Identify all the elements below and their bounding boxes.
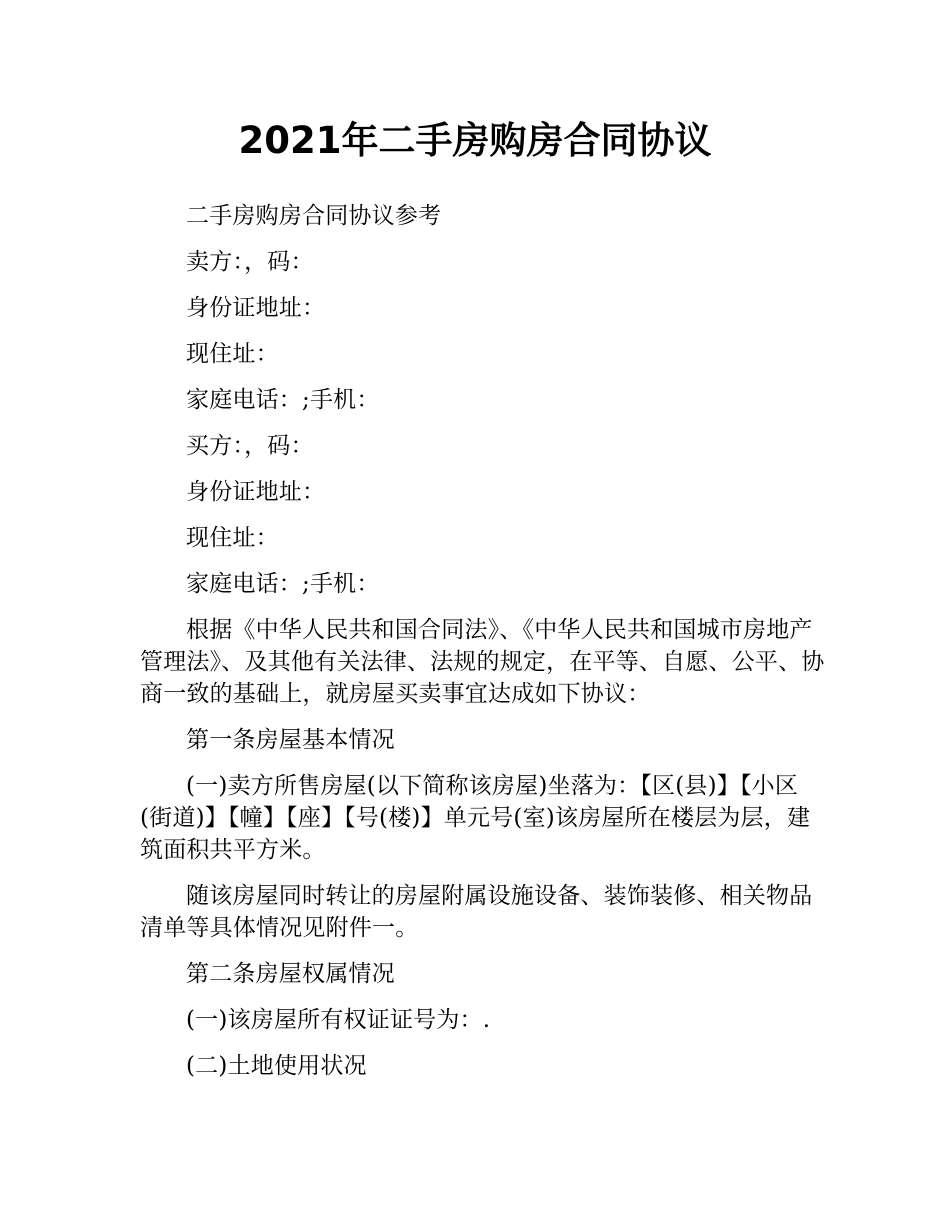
document-body	[140, 200, 830, 1096]
document-title: 2021年二手房购房合同协议	[238, 119, 712, 162]
paragraph-buyer-id-address: 身份证地址：	[186, 479, 326, 505]
paragraph-buyer-phone: 家庭电话：;手机：	[186, 571, 380, 597]
paragraph-land-use: (二)土地使用状况	[186, 1053, 367, 1079]
paragraph-article-1-heading: 第一条房屋基本情况	[186, 727, 395, 753]
paragraph-seller-current-address: 现住址：	[186, 341, 279, 367]
paragraph-subtitle: 二手房购房合同协议参考	[186, 203, 442, 229]
paragraph-certificate-number: (一)该房屋所有权证证号为：.	[186, 1007, 491, 1033]
paragraph-seller-phone: 家庭电话：;手机：	[186, 387, 380, 413]
paragraph-seller-id-address: 身份证地址：	[186, 295, 326, 321]
paragraph-legal-basis: 根据《中华人民共和国合同法》、《中华人民共和国城市房地产管理法》、及其他有关法律、法规的规定，在平等、自愿、公平、协商一致的基础上，就房屋买卖事宜达成如下协议：	[140, 617, 825, 707]
paragraph-buyer: 买方：，码：	[186, 433, 314, 459]
paragraph-seller: 卖方：，码：	[186, 249, 314, 275]
paragraph-buyer-current-address: 现住址：	[186, 525, 279, 551]
paragraph-article-2-heading: 第二条房屋权属情况	[186, 961, 395, 987]
paragraph-attachments: 随该房屋同时转让的房屋附属设施设备、装饰装修、相关物品清单等具体情况见附件一。	[140, 883, 813, 941]
paragraph-property-location: (一)卖方所售房屋(以下简称该房屋)坐落为：【区(县)】【小区(街道)】【幢】【座】【号(楼)】单元号(室)该房屋所在楼层为层，建筑面积共平方米。	[140, 773, 811, 863]
